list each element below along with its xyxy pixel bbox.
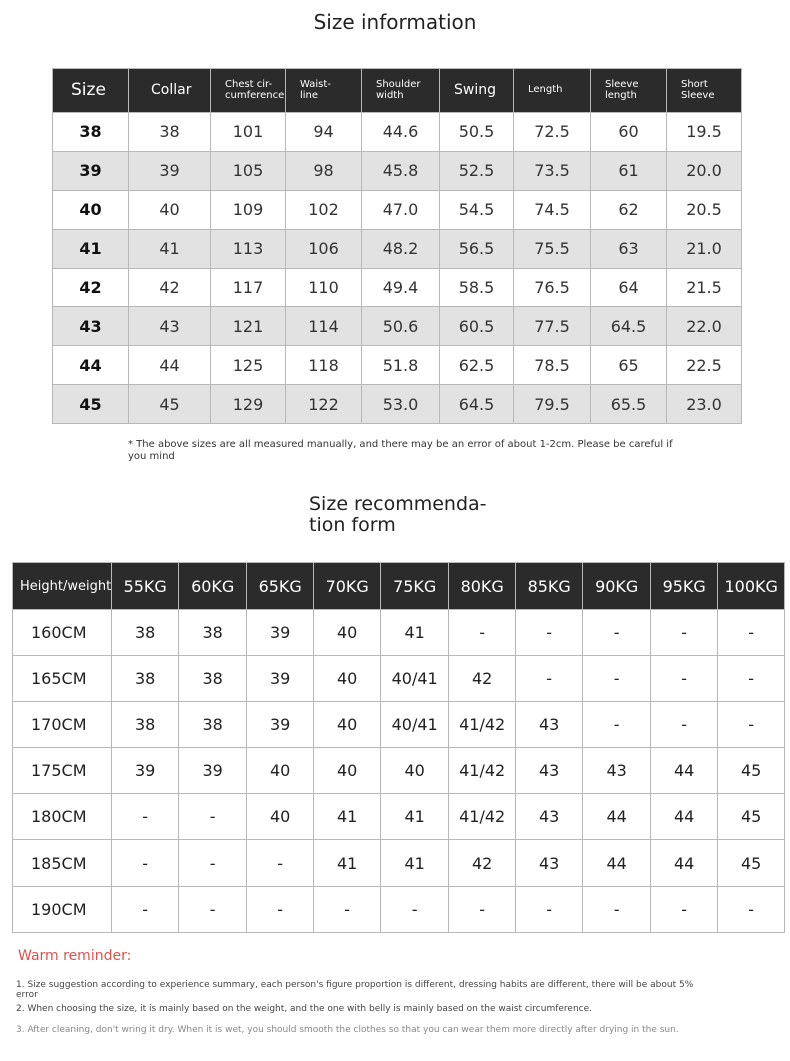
- table-cell: 121: [211, 307, 286, 346]
- table-cell: 40/41: [381, 656, 449, 702]
- table-cell: -: [516, 656, 583, 702]
- table-cell: 43: [516, 840, 583, 886]
- row-header-cell: 38: [53, 113, 129, 152]
- table-cell: 129: [211, 385, 286, 424]
- table-cell: 40: [247, 794, 314, 840]
- table-cell: 20.5: [667, 190, 742, 229]
- row-header-cell: 42: [53, 268, 129, 307]
- table-cell: 44: [651, 748, 718, 794]
- table-cell: 40: [314, 610, 381, 656]
- table-cell: 19.5: [667, 113, 742, 152]
- table-row: [13, 794, 785, 840]
- table-cell: -: [651, 656, 718, 702]
- table-row: [53, 151, 742, 190]
- table-cell: 58.5: [440, 268, 514, 307]
- table-cell: 43: [129, 307, 211, 346]
- header-100kg: 100KG: [718, 563, 785, 610]
- table-cell: 41: [129, 229, 211, 268]
- table-row: [53, 346, 742, 385]
- table-cell: 54.5: [440, 190, 514, 229]
- table-cell: 64: [591, 268, 667, 307]
- table-cell: -: [247, 886, 314, 932]
- table-cell: 38: [112, 702, 179, 748]
- table-cell: 40: [314, 748, 381, 794]
- table-cell: 22.0: [667, 307, 742, 346]
- table-cell: 41/42: [449, 748, 516, 794]
- table-cell: -: [516, 886, 583, 932]
- header-length: Length: [514, 69, 591, 113]
- table-cell: 40: [247, 748, 314, 794]
- table-cell: -: [718, 702, 785, 748]
- table-cell: -: [718, 886, 785, 932]
- table-cell: 63: [591, 229, 667, 268]
- table-cell: 38: [179, 656, 247, 702]
- row-header-cell: 44: [53, 346, 129, 385]
- table-cell: -: [314, 886, 381, 932]
- table-cell: 106: [286, 229, 362, 268]
- table-cell: 43: [516, 794, 583, 840]
- table-cell: 41/42: [449, 702, 516, 748]
- row-header-cell: 170CM: [13, 702, 112, 748]
- table-cell: 77.5: [514, 307, 591, 346]
- table-cell: 62.5: [440, 346, 514, 385]
- table-cell: 64.5: [440, 385, 514, 424]
- table-row: [13, 656, 785, 702]
- table-row: [53, 229, 742, 268]
- table-cell: 45: [129, 385, 211, 424]
- table-cell: 41: [314, 840, 381, 886]
- header-95kg: 95KG: [651, 563, 718, 610]
- table-cell: -: [583, 656, 651, 702]
- table-cell: -: [583, 610, 651, 656]
- row-header-cell: 160CM: [13, 610, 112, 656]
- table-cell: 98: [286, 151, 362, 190]
- table-cell: -: [247, 840, 314, 886]
- row-header-cell: 190CM: [13, 886, 112, 932]
- table-cell: 48.2: [362, 229, 440, 268]
- warm-reminder-title: Warm reminder:: [18, 948, 132, 964]
- row-header-cell: 180CM: [13, 794, 112, 840]
- table-cell: 40: [129, 190, 211, 229]
- header-85kg: 85KG: [516, 563, 583, 610]
- table-cell: 39: [247, 610, 314, 656]
- table-cell: 42: [449, 656, 516, 702]
- table-cell: 42: [129, 268, 211, 307]
- table-row: [53, 385, 742, 424]
- table-cell: 125: [211, 346, 286, 385]
- table-cell: 21.5: [667, 268, 742, 307]
- table-cell: 44: [583, 840, 651, 886]
- table-cell: -: [583, 702, 651, 748]
- table-cell: 40/41: [381, 702, 449, 748]
- row-header-cell: 41: [53, 229, 129, 268]
- table-cell: 118: [286, 346, 362, 385]
- table-cell: -: [449, 610, 516, 656]
- table-cell: 41: [381, 840, 449, 886]
- recommendation-body: [13, 610, 785, 933]
- recommendation-title: Size recommenda- tion form: [309, 493, 487, 537]
- table-cell: 113: [211, 229, 286, 268]
- header-60kg: 60KG: [179, 563, 247, 610]
- table-cell: 73.5: [514, 151, 591, 190]
- header-55kg: 55KG: [112, 563, 179, 610]
- table-cell: -: [179, 886, 247, 932]
- reminder-item-2: 2. When choosing the size, it is mainly based on the weight, and the one with belly is mainly based on the waist circumference.: [16, 1004, 592, 1014]
- table-cell: -: [718, 610, 785, 656]
- table-cell: 75.5: [514, 229, 591, 268]
- table-cell: 65.5: [591, 385, 667, 424]
- table-row: [13, 702, 785, 748]
- row-header-cell: 45: [53, 385, 129, 424]
- reminder-item-1: 1. Size suggestion according to experience summary, each person's figure proportion is different, dressing habits are different, there will be about 5% error: [16, 980, 694, 1001]
- header-waist: Waist- line: [286, 69, 362, 113]
- table-cell: 38: [112, 656, 179, 702]
- header-75kg: 75KG: [381, 563, 449, 610]
- table-cell: 62: [591, 190, 667, 229]
- table-cell: 60: [591, 113, 667, 152]
- table-cell: -: [179, 794, 247, 840]
- table-cell: 40: [314, 656, 381, 702]
- table-cell: 44: [651, 794, 718, 840]
- table-cell: 117: [211, 268, 286, 307]
- table-cell: 50.6: [362, 307, 440, 346]
- size-info-title: Size information: [313, 10, 477, 34]
- table-row: [13, 886, 785, 932]
- reminder-item-3: 3. After cleaning, don't wring it dry. When it is wet, you should smooth the clothes so that you can wear them more directly after drying in the sun.: [16, 1025, 679, 1035]
- header-shoulder: Shoulder width: [362, 69, 440, 113]
- size-info-body: [53, 113, 742, 424]
- size-info-header-row: [53, 69, 742, 113]
- recommendation-header-row: [13, 563, 785, 610]
- table-cell: 43: [516, 702, 583, 748]
- table-cell: -: [381, 886, 449, 932]
- table-row: [13, 840, 785, 886]
- recommendation-table: [12, 562, 785, 933]
- table-cell: 39: [179, 748, 247, 794]
- table-cell: 43: [516, 748, 583, 794]
- measurement-note: * The above sizes are all measured manually, and there may be an error of about 1-2cm. Please be careful if you mind: [128, 439, 673, 462]
- table-cell: 38: [179, 610, 247, 656]
- table-cell: 53.0: [362, 385, 440, 424]
- table-cell: 39: [129, 151, 211, 190]
- table-cell: -: [112, 886, 179, 932]
- row-header-cell: 40: [53, 190, 129, 229]
- table-cell: -: [718, 656, 785, 702]
- table-cell: 109: [211, 190, 286, 229]
- table-cell: 45: [718, 794, 785, 840]
- table-cell: 41: [314, 794, 381, 840]
- table-cell: 40: [314, 702, 381, 748]
- table-cell: 42: [449, 840, 516, 886]
- table-cell: -: [112, 794, 179, 840]
- table-cell: -: [583, 886, 651, 932]
- header-sleeve-length: Sleeve length: [591, 69, 667, 113]
- table-cell: 105: [211, 151, 286, 190]
- header-80kg: 80KG: [449, 563, 516, 610]
- size-info-table: [52, 68, 742, 424]
- table-cell: 41: [381, 794, 449, 840]
- table-cell: 49.4: [362, 268, 440, 307]
- table-row: [53, 190, 742, 229]
- table-cell: 21.0: [667, 229, 742, 268]
- table-cell: 45: [718, 840, 785, 886]
- table-cell: 43: [583, 748, 651, 794]
- table-cell: 102: [286, 190, 362, 229]
- table-row: [13, 748, 785, 794]
- header-swing: Swing: [440, 69, 514, 113]
- table-cell: 79.5: [514, 385, 591, 424]
- table-cell: -: [449, 886, 516, 932]
- row-header-cell: 39: [53, 151, 129, 190]
- row-header-cell: 185CM: [13, 840, 112, 886]
- table-cell: 44: [129, 346, 211, 385]
- table-cell: 74.5: [514, 190, 591, 229]
- table-cell: -: [651, 610, 718, 656]
- table-cell: 122: [286, 385, 362, 424]
- table-cell: -: [651, 702, 718, 748]
- table-cell: 38: [129, 113, 211, 152]
- table-cell: 101: [211, 113, 286, 152]
- table-cell: 72.5: [514, 113, 591, 152]
- table-cell: 114: [286, 307, 362, 346]
- table-cell: 64.5: [591, 307, 667, 346]
- header-collar: Collar: [129, 69, 211, 113]
- table-cell: 41/42: [449, 794, 516, 840]
- table-cell: 51.8: [362, 346, 440, 385]
- table-cell: -: [179, 840, 247, 886]
- table-cell: 50.5: [440, 113, 514, 152]
- table-cell: 41: [381, 610, 449, 656]
- table-cell: 44: [651, 840, 718, 886]
- row-header-cell: 165CM: [13, 656, 112, 702]
- table-cell: 38: [112, 610, 179, 656]
- table-cell: 76.5: [514, 268, 591, 307]
- table-cell: -: [516, 610, 583, 656]
- row-header-cell: 43: [53, 307, 129, 346]
- table-cell: 52.5: [440, 151, 514, 190]
- table-cell: 44: [583, 794, 651, 840]
- header-90kg: 90KG: [583, 563, 651, 610]
- table-cell: 65: [591, 346, 667, 385]
- table-cell: 39: [247, 656, 314, 702]
- table-cell: 78.5: [514, 346, 591, 385]
- table-cell: 23.0: [667, 385, 742, 424]
- table-cell: 45.8: [362, 151, 440, 190]
- table-cell: -: [112, 840, 179, 886]
- table-cell: 56.5: [440, 229, 514, 268]
- table-cell: 20.0: [667, 151, 742, 190]
- table-cell: 40: [381, 748, 449, 794]
- table-cell: 110: [286, 268, 362, 307]
- header-size: Size: [53, 69, 129, 113]
- table-cell: 22.5: [667, 346, 742, 385]
- table-cell: 47.0: [362, 190, 440, 229]
- table-cell: 61: [591, 151, 667, 190]
- table-row: [53, 113, 742, 152]
- header-65kg: 65KG: [247, 563, 314, 610]
- table-row: [53, 268, 742, 307]
- table-row: [53, 307, 742, 346]
- header-70kg: 70KG: [314, 563, 381, 610]
- header-height-weight: Height/weight: [13, 563, 112, 610]
- header-short-sleeve: Short Sleeve: [667, 69, 742, 113]
- row-header-cell: 175CM: [13, 748, 112, 794]
- table-cell: 38: [179, 702, 247, 748]
- table-cell: 39: [247, 702, 314, 748]
- table-cell: -: [651, 886, 718, 932]
- table-row: [13, 610, 785, 656]
- table-cell: 44.6: [362, 113, 440, 152]
- table-cell: 45: [718, 748, 785, 794]
- header-chest: Chest cir- cumference: [211, 69, 286, 113]
- table-cell: 39: [112, 748, 179, 794]
- table-cell: 94: [286, 113, 362, 152]
- table-cell: 60.5: [440, 307, 514, 346]
